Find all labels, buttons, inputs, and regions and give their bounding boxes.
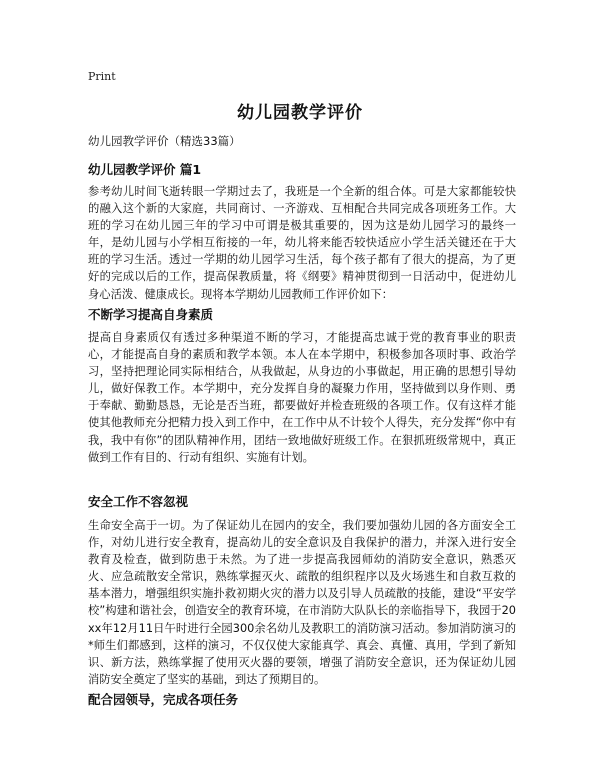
section-paragraph: 生命安全高于一切。为了保证幼儿在园内的安全，我们要加强幼儿园的各方面安全工作，对幼儿进行安全教育，提高幼儿的安全意识及自我保护的潜力，并深入进行安全教育及检查，做到防患于未然。为了进一步提高我园师幼的消防安全意识，熟悉灭火、应急疏散安全常识，熟练掌握灭火、疏散的组织程序以及火场逃生和自救互救的基本潜力，增强组织实施扑救初期火灾的潜力以及引导人员疏散的技能，建设“平安学校”构建和谐社会，创造安全的教育环境，在市消防大队队长的亲临指导下，我园于20xx年12月11日午时进行全园300余名幼儿及教职工的消防演习活动。参加消防演习的*师生们都感到，这样的演习，不仅仅使大家能真学、真会、真懂、真用，学到了新知识、新方法，熟练掌握了使用灭火器的要领，增强了消防安全意识，还为保证幼儿园消防安全奠定了坚实的基础，到达了预期目的。 [88, 519, 516, 686]
section-heading: 安全工作不容忽视 [88, 494, 189, 509]
print-label: Print [88, 70, 116, 83]
document-title: 幼儿园教学评价 [237, 103, 363, 123]
section-paragraph: 参考幼儿时间飞逝转眼一学期过去了，我班是一个全新的组合体。可是大家都能较快的融入这个新的大家庭，共同商讨、一齐游戏、互相配合共同完成各项班务工作。大班的学习在幼儿园三年的学习中可谓是极其重要的，因为这是幼儿园学习的最终一年，是幼儿园与小学相互衔接的一年，幼儿将来能否较快适应小学生活关键还在于大班的学习生活。透过一学期的幼儿园学习生活，每个孩子都有了很大的提高，为了更好的完成以后的工作，提高保教质量，将《纲要》精神贯彻到一日活动中，促进幼儿身心活泼、健康成长。现将本学期幼儿园教师工作评价如下： [88, 185, 516, 301]
document-subtitle: 幼儿园教学评价（精选33篇） [88, 134, 241, 148]
section-heading: 不断学习提高自身素质 [88, 307, 214, 322]
section-heading: 幼儿园教学评价 篇1 [88, 162, 202, 177]
section-heading: 配合园领导，完成各项任务 [88, 692, 239, 707]
section-paragraph: 提高自身素质仅有透过多种渠道不断的学习，才能提高忠诚于党的教育事业的职责心，才能提高自身的素质和教学本领。本人在本学期中，积极参加各项时事、政治学习，坚持把理论同实际相结合，从我做起，从身边的小事做起，用正确的思想引导幼儿，做好保教工作。本学期中，充分发挥自身的凝聚力作用，坚持做到以身作则、勇于奉献、勤勤恳恳，无论是否当班，都要做好并检查班级的各项工作。仅有这样才能使其他教师充分把精力投入到工作中，在工作中从不计较个人得失，充分发挥“你中有我，我中有你”的团队精神作用，团结一致地做好班级工作。在狠抓班级常规中，真正做到工作有目的、行动有组织、实施有计划。 [88, 331, 516, 464]
